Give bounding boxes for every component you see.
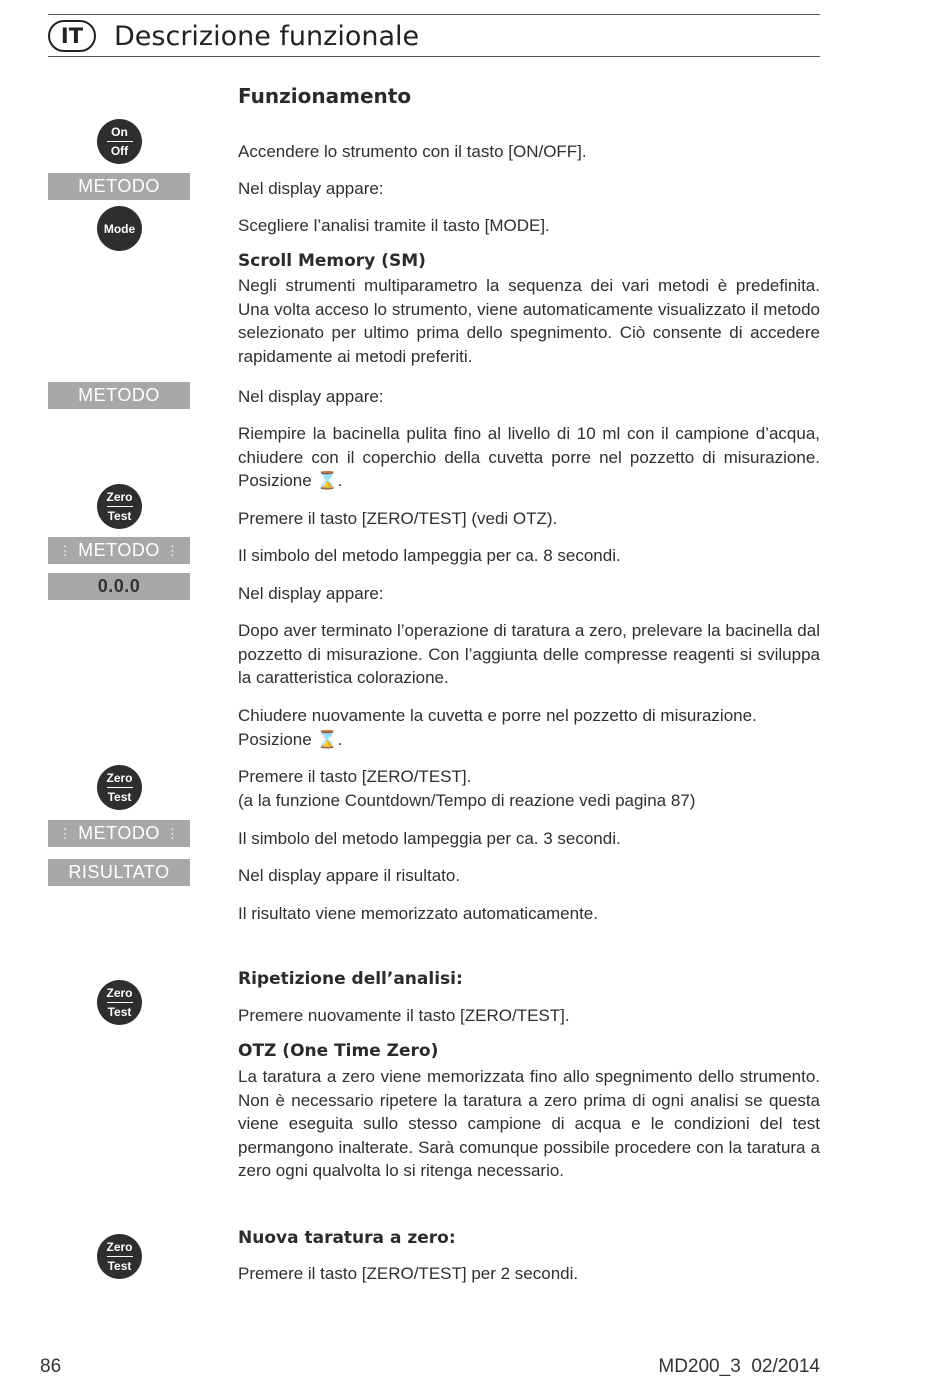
page-title: Descrizione funzionale: [114, 20, 420, 52]
display-risultato: RISULTATO: [48, 859, 190, 886]
mode-label: Mode: [103, 221, 136, 236]
display-metodo-2: METODO: [48, 382, 190, 409]
display-metodo-blinking-2: [48, 820, 190, 847]
mode-button-icon: [97, 206, 142, 251]
blink-left-icon: ⋮: [58, 826, 73, 841]
zero-test-button-icon: [97, 980, 142, 1025]
step-result-stored: Il risultato viene memorizzato automaticamente.: [238, 904, 598, 923]
new-zero-body: Premere il tasto [ZERO/TEST] per 2 secondi.: [238, 1264, 579, 1283]
step-press-zero: Premere il tasto [ZERO/TEST] (vedi OTZ).: [238, 509, 558, 528]
blink-right-icon: ⋮: [165, 543, 180, 558]
page-number: 86: [40, 1356, 62, 1377]
period: .: [337, 471, 343, 490]
otz-title: OTZ (One Time Zero): [238, 1041, 439, 1061]
display-text: METODO: [78, 540, 160, 560]
on-label: On: [111, 125, 128, 139]
step-blink-8s: Il simbolo del metodo lampeggia per ca. 8 secondi.: [238, 546, 621, 565]
step-fill-cuvette: [238, 422, 820, 493]
zero-label: Zero: [106, 771, 133, 785]
button-divider: [107, 506, 133, 507]
new-zero-title: Nuova taratura a zero:: [238, 1228, 456, 1248]
step-display-2: Nel display appare:: [238, 387, 384, 406]
zero-test-button-icon: [97, 1234, 142, 1279]
test-label: Test: [107, 790, 132, 804]
button-divider: [107, 141, 133, 142]
zero-test-button-icon: [97, 484, 142, 529]
display-metodo-1: METODO: [48, 173, 190, 200]
countdown-note: (a la funzione Countdown/Tempo di reazione vedi pagina 87): [238, 790, 696, 810]
blink-left-icon: ⋮: [58, 543, 73, 558]
button-divider: [107, 1002, 133, 1003]
document-id: MD200_3 02/2014: [658, 1356, 820, 1377]
repeat-analysis-body: Premere nuovamente il tasto [ZERO/TEST].: [238, 1006, 570, 1025]
off-label: Off: [110, 144, 129, 158]
section-title: Funzionamento: [238, 84, 412, 108]
step-remove-cuvette: Dopo aver terminato l’operazione di taratura a zero, prelevare la bacinella dal pozzetto di misurazione. Con l’aggiunta delle compresse reagenti si sviluppa la caratteristica colorazione.: [238, 621, 820, 687]
zero-label: Zero: [106, 1240, 133, 1254]
step-blink-3s: Il simbolo del metodo lampeggia per ca. 3 secondi.: [238, 829, 621, 848]
close-cuvette-text: Chiudere nuovamente la cuvetta e porre nel pozzetto di misurazione. Posizione: [238, 706, 757, 749]
step-result-display: Nel display appare il risultato.: [238, 866, 461, 885]
language-badge: IT: [48, 20, 96, 52]
display-zeros: 0.0.0: [48, 573, 190, 600]
period: .: [337, 729, 343, 749]
test-label: Test: [107, 1259, 132, 1273]
scroll-memory-body: Negli strumenti multiparametro la sequenza dei vari metodi è predefinita. Una volta acceso lo strumento, viene automaticamente visualizzato il metodo selezionato per ultimo prima dello spegnimento. Ciò consente di accedere rapidamente ai metodi preferiti.: [238, 276, 820, 366]
zero-test-button-icon: [97, 765, 142, 810]
header-bottom-rule: [48, 56, 820, 57]
display-text: METODO: [78, 823, 160, 843]
otz-body: La taratura a zero viene memorizzata fino allo spegnimento dello strumento. Non è necessario ripetere la taratura a zero prima di ogni analisi se questa viene eseguita sullo stesso campione di acqua e le condizioni del test permangono inalterate. Sarà comunque possibile procedere con la taratura a zero ogni qualvolta lo si ritenga necessario.: [238, 1067, 820, 1180]
step-display-3: Nel display appare:: [238, 584, 384, 603]
display-metodo-blinking-1: [48, 537, 190, 564]
fill-cuvette-text: Riempire la bacinella pulita fino al livello di 10 ml con il campione d’acqua, chiudere con il coperchio della cuvetta porre nel pozzetto di misurazione. Posizione: [238, 424, 820, 490]
step-select-mode: Scegliere l’analisi tramite il tasto [MODE].: [238, 216, 550, 235]
test-label: Test: [107, 509, 132, 523]
scroll-memory-title: Scroll Memory (SM): [238, 251, 426, 271]
header-top-rule: [48, 14, 820, 15]
step-close-cuvette: [238, 704, 820, 751]
button-divider: [107, 787, 133, 788]
page-header: [48, 18, 419, 54]
zero-label: Zero: [106, 490, 133, 504]
press-zero-text: Premere il tasto [ZERO/TEST].: [238, 767, 472, 786]
hourglass-icon: ⌛: [316, 729, 338, 749]
blink-right-icon: ⋮: [165, 826, 180, 841]
button-divider: [107, 1256, 133, 1257]
test-label: Test: [107, 1005, 132, 1019]
hourglass-icon: ⌛: [316, 471, 338, 490]
step-power-on: Accendere lo strumento con il tasto [ON/OFF].: [238, 142, 587, 161]
repeat-analysis-title: Ripetizione dell’analisi:: [238, 969, 463, 989]
step-display-1: Nel display appare:: [238, 179, 384, 198]
step-press-zero-2: [238, 765, 820, 812]
zero-label: Zero: [106, 986, 133, 1000]
on-off-button-icon: [97, 119, 142, 164]
